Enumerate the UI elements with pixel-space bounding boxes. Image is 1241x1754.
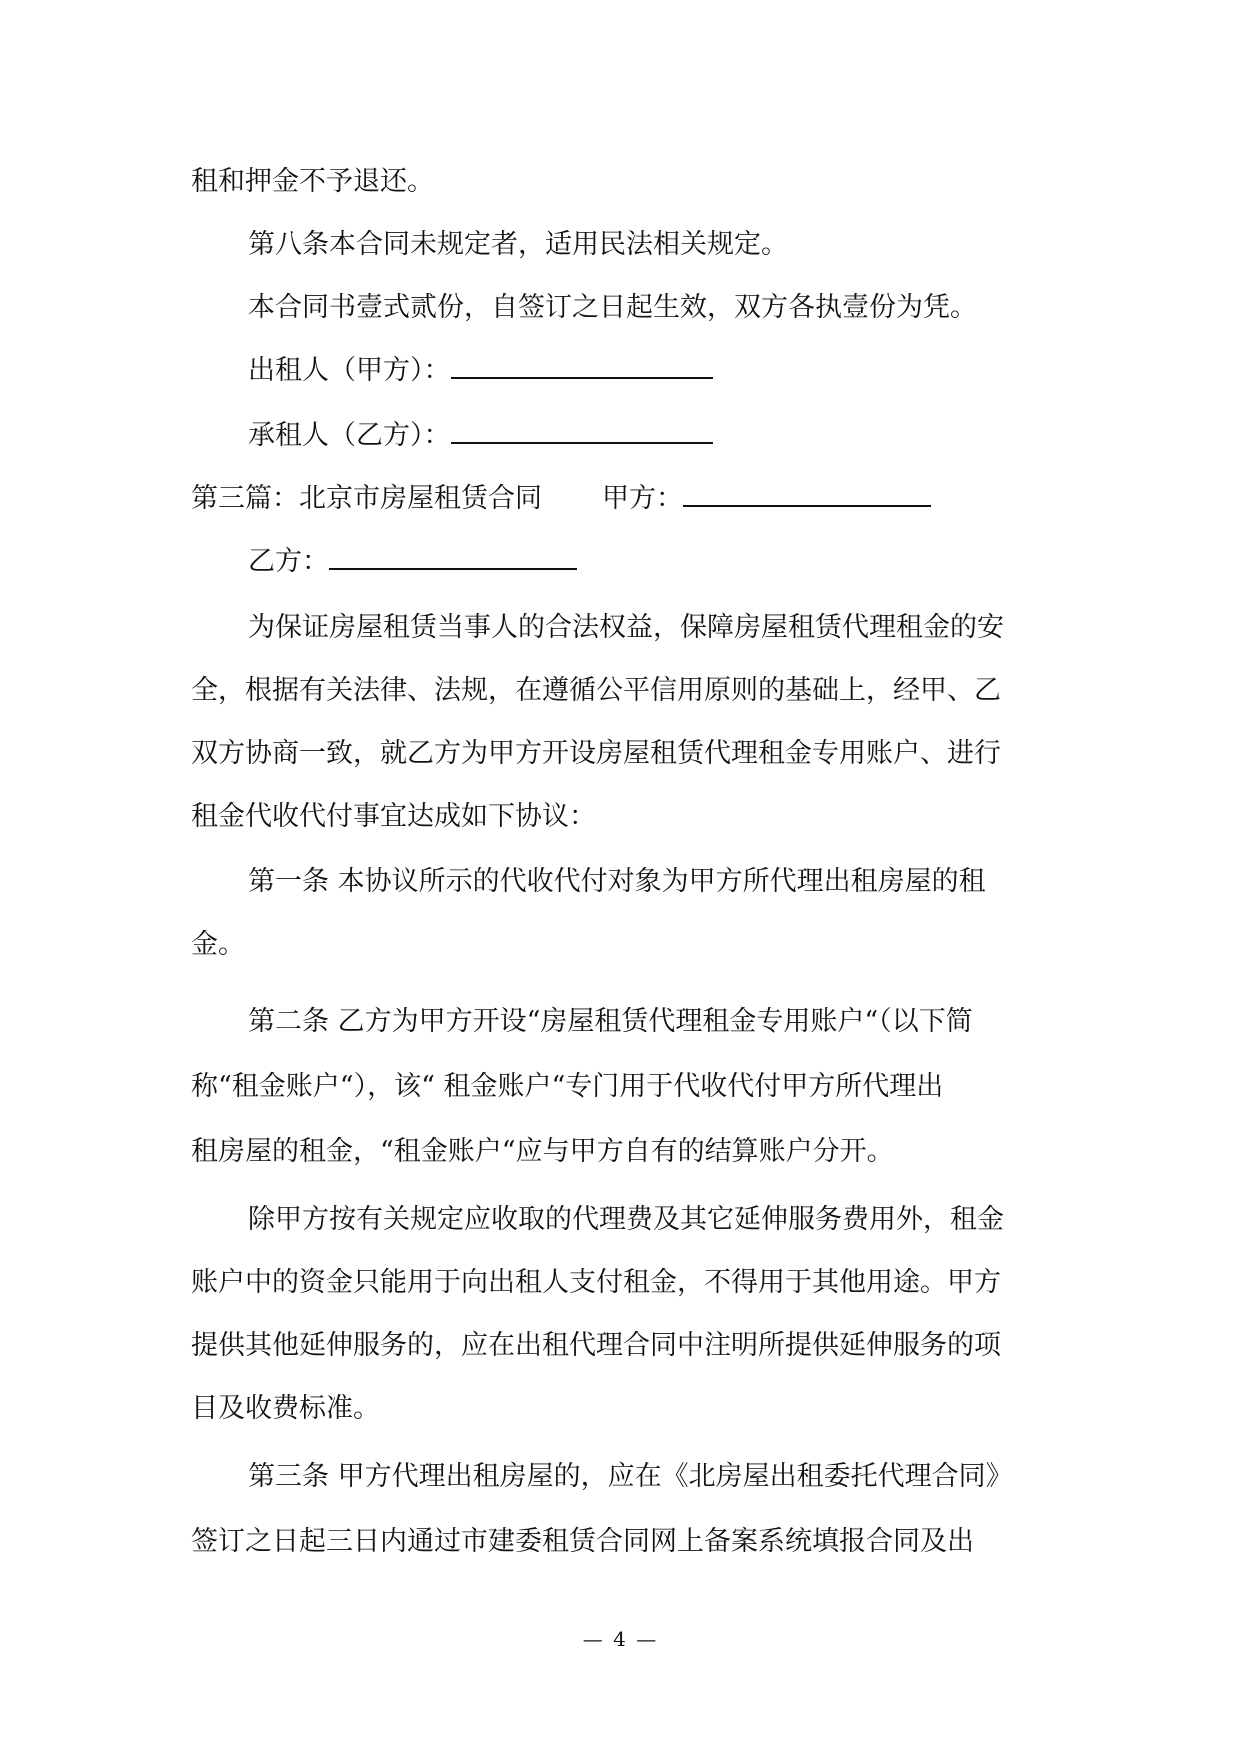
- paragraph-line: 除甲方按有关规定应收取的代理费及其它延伸服务费用外，租金: [248, 1204, 1004, 1235]
- paragraph-line: 提供其他延伸服务的，应在出租代理合同中注明所提供延伸服务的项: [191, 1330, 1001, 1361]
- paragraph-line: 为保证房屋租赁当事人的合法权益，保障房屋租赁代理租金的安: [248, 612, 1004, 643]
- paragraph-line: 双方协商一致，就乙方为甲方开设房屋租赁代理租金专用账户、进行: [191, 738, 1001, 769]
- paragraph-line: 金。: [191, 929, 245, 960]
- paragraph-line: 第二条 乙方为甲方开设“房屋租赁代理租金专用账户“（以下简: [248, 1006, 973, 1037]
- paragraph-line: 第三条 甲方代理出租房屋的，应在《北房屋出租委托代理合同》: [248, 1461, 1013, 1492]
- lessor-label: 出租人（甲方）：: [248, 355, 451, 386]
- paragraph-line: 第一条 本协议所示的代收代付对象为甲方所代理出租房屋的租: [248, 866, 986, 897]
- section-title-row: [0, 481, 1241, 517]
- lessor-signature-row: [0, 353, 1241, 389]
- lessee-signature-row: [0, 418, 1241, 454]
- party-a-signature-blank: [683, 483, 931, 507]
- paragraph-line: 第八条本合同未规定者，适用民法相关规定。: [248, 229, 788, 260]
- paragraph-line: 签订之日起三日内通过市建委租赁合同网上备案系统填报合同及出: [191, 1526, 974, 1557]
- lessee-label: 承租人（乙方）：: [248, 420, 451, 451]
- paragraph-line: 租和押金不予退还。: [191, 166, 434, 197]
- party-b-row: [0, 544, 1241, 580]
- section-title: 第三篇：北京市房屋租赁合同: [191, 483, 542, 514]
- page-number: — 4 —: [582, 1627, 659, 1651]
- paragraph-line: 目及收费标准。: [191, 1393, 380, 1424]
- party-b-signature-blank: [329, 546, 577, 570]
- paragraph-line: 租房屋的租金，“租金账户“应与甲方自有的结算账户分开。: [191, 1136, 894, 1167]
- paragraph-line: 本合同书壹式贰份，自签订之日起生效，双方各执壹份为凭。: [248, 292, 977, 323]
- lessor-signature-blank: [451, 355, 713, 379]
- lessee-signature-blank: [451, 420, 713, 444]
- party-a-label: 甲方：: [602, 483, 683, 514]
- paragraph-line: 称“租金账户“），该“ 租金账户“专门用于代收代付甲方所代理出: [191, 1071, 944, 1102]
- paragraph-line: 租金代收代付事宜达成如下协议：: [191, 801, 596, 832]
- party-b-label: 乙方：: [248, 546, 329, 577]
- paragraph-line: 账户中的资金只能用于向出租人支付租金，不得用于其他用途。甲方: [191, 1267, 1001, 1298]
- paragraph-line: 全，根据有关法律、法规，在遵循公平信用原则的基础上，经甲、乙: [191, 675, 1001, 706]
